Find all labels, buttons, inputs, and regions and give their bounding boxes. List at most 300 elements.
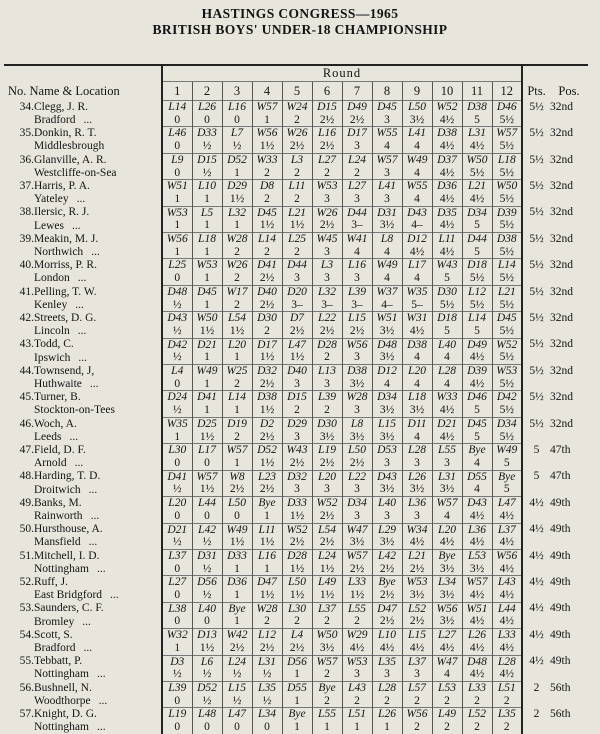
running-score: ½ [162,668,192,681]
running-score: 1 [222,219,252,232]
player-score-row [4,114,588,127]
running-score: 1½ [192,325,222,338]
running-score: 1 [162,431,192,444]
round-result: L19 [312,444,342,457]
running-score: 2 [252,167,282,180]
round-result: W28 [342,391,372,404]
running-score: 3– [312,299,342,312]
final-position: 49th [550,576,571,589]
blank-cell [4,193,34,206]
round-number-header: 4 [252,82,282,101]
round-result: L54 [312,523,342,536]
leader-dots: ... [110,589,119,602]
running-score: 4– [402,219,432,232]
round-result: L16 [252,549,282,562]
running-score: 2½ [282,140,312,153]
round-result: L15 [342,312,372,325]
running-score: 0 [162,272,192,285]
player-number: 52. [19,576,34,589]
total-points: 4½ [522,655,550,668]
total-points: 5½ [522,153,550,166]
player-row [4,497,588,510]
player-number: 56. [19,681,34,694]
round-result: L4 [162,365,192,378]
blank-cell [522,167,550,180]
round-result: D38 [252,391,282,404]
final-position: 49th [550,496,571,509]
running-score: 4½ [402,642,432,655]
running-score: 2½ [252,431,282,444]
round-result: W42 [222,629,252,642]
running-score: 3 [312,483,342,496]
round-result: D38 [492,233,522,246]
round-result: L16 [312,127,342,140]
running-score: 1½ [252,589,282,602]
round-result: W50 [492,180,522,193]
player-location [34,378,162,391]
running-score: 2 [312,404,342,417]
round-number-header: 8 [372,82,402,101]
running-score: 5½ [492,167,522,180]
location-text: Middlesbrough [34,140,105,153]
player-number: 49. [19,496,34,509]
blank-cell [550,457,588,470]
round-result: W52 [282,523,312,536]
total-points: 5½ [522,259,550,272]
round-result: L9 [162,153,192,166]
round-result: Bye [492,470,522,483]
running-score: 2 [282,167,312,180]
round-result: L39 [342,285,372,298]
running-score: 3½ [402,589,432,602]
player-row [4,708,588,721]
results-table [4,64,588,734]
player-row [4,417,588,430]
total-points: 4½ [522,629,550,642]
running-score: 5 [462,114,492,127]
round-result: D17 [252,338,282,351]
player-location [34,431,162,444]
round-result: D31 [372,206,402,219]
leader-dots: ... [98,694,108,707]
running-score: 3 [282,483,312,496]
running-score: 5½ [492,246,522,259]
blank-cell [4,299,34,312]
running-score: 4 [342,246,372,259]
running-score: 4 [402,140,432,153]
round-result: D45 [192,285,222,298]
player-name: Tebbatt, P. [34,655,83,668]
running-score: 3 [342,193,372,206]
round-result: L43 [492,576,522,589]
round-result: L22 [312,312,342,325]
leader-dots: ... [78,351,88,364]
round-result: W56 [402,708,432,721]
round-result: L19 [162,708,192,721]
round-number-header: 9 [402,82,432,101]
running-score: 1 [162,642,192,655]
running-score: ½ [192,563,222,576]
final-position: 32nd [550,417,574,430]
player-score-row [4,668,588,681]
running-score: 4 [402,272,432,285]
player-location [34,483,162,496]
running-score: ½ [192,695,222,708]
blank-cell [4,536,34,549]
column-header-no-name: No. Name & Location [8,83,120,98]
running-score: 4½ [432,193,462,206]
player-score-row [4,325,588,338]
running-score: 1½ [192,483,222,496]
running-score: 2 [252,246,282,259]
running-score: 3– [342,219,372,232]
blank-cell [4,246,34,259]
running-score: 3½ [372,219,402,232]
round-result: D28 [282,549,312,562]
round-result: L26 [192,101,222,114]
player-name: Streets, D. G. [34,312,97,324]
round-result: W41 [342,233,372,246]
running-score: 4½ [462,140,492,153]
running-score: 2 [222,378,252,391]
running-score: 1½ [252,140,282,153]
player-location [34,140,162,153]
running-score: ½ [162,299,192,312]
player-row [4,444,588,457]
running-score: 2½ [342,325,372,338]
round-result: Bye [432,549,462,562]
round-result: D52 [252,444,282,457]
round-result: L48 [192,708,222,721]
running-score: 4 [462,457,492,470]
running-score: 1 [252,563,282,576]
round-result: L57 [402,681,432,694]
player-row [4,338,588,351]
running-score: 1 [222,404,252,417]
round-result: D48 [372,338,402,351]
running-score: 0 [192,457,222,470]
round-result: D34 [492,417,522,430]
player-location [34,351,162,364]
running-score: 3 [342,351,372,364]
round-result: L47 [492,497,522,510]
running-score: 5½ [492,219,522,232]
player-row [4,602,588,615]
round-result: D13 [192,629,222,642]
final-position: 32nd [550,285,574,298]
player-number: 44. [19,364,34,377]
running-score: 1 [192,272,222,285]
round-result: W56 [162,233,192,246]
running-score: 5½ [492,299,522,312]
running-score: 2 [312,167,342,180]
blank-cell [4,167,34,180]
final-position: 32nd [550,312,574,324]
round-result: Bye [252,497,282,510]
running-score: 4½ [432,219,462,232]
player-row [4,153,588,166]
final-position: 47th [550,470,571,483]
running-score: 0 [162,167,192,180]
running-score: 3½ [372,431,402,444]
location-text: Bradford [34,113,76,126]
blank-cell [4,668,34,681]
round-result: D42 [162,338,192,351]
leader-dots: ... [77,325,87,338]
round-result: L35 [252,681,282,694]
blank-cell [522,483,550,496]
running-score: 2½ [252,272,282,285]
running-score: 2½ [372,563,402,576]
column-header-pts: Pts. [522,82,550,101]
round-result: W47 [432,655,462,668]
round-result: D12 [402,233,432,246]
player-number: 41. [19,285,34,298]
running-score: 3½ [432,615,462,628]
running-score: 1½ [282,219,312,232]
round-result: L21 [402,549,432,562]
total-points: 5½ [522,391,550,404]
round-result: L17 [192,444,222,457]
round-result: W33 [252,153,282,166]
running-score: 3½ [342,431,372,444]
final-position: 32nd [550,100,574,113]
running-score: 3 [402,668,432,681]
running-score: 5½ [492,431,522,444]
round-number-header: 12 [492,82,522,101]
round-result: D3 [162,655,192,668]
running-score: 3 [312,246,342,259]
round-result: L47 [222,708,252,721]
round-result: L49 [432,708,462,721]
running-score: 3 [282,431,312,444]
location-text: Kenley [34,298,68,311]
running-score: 1½ [252,536,282,549]
round-result: W49 [222,523,252,536]
total-points: 5½ [522,180,550,193]
round-result: D33 [222,549,252,562]
running-score: 1½ [282,589,312,602]
round-result: D45 [462,417,492,430]
round-result: D49 [462,338,492,351]
running-score: 1 [222,351,252,364]
running-score: 0 [162,695,192,708]
running-score: 1½ [342,589,372,602]
round-result: Bye [282,708,312,721]
running-score: 4 [432,378,462,391]
player-location [34,246,162,259]
running-score: 2½ [312,457,342,470]
running-score: 3 [342,510,372,523]
leader-dots: ... [72,219,81,232]
round-result: L54 [222,312,252,325]
running-score: 0 [192,510,222,523]
total-points: 5½ [522,285,550,298]
round-result: L27 [432,629,462,642]
total-points: 2 [522,708,550,721]
round-result: L37 [402,655,432,668]
round-result: L22 [342,470,372,483]
location-text: Nottingham [34,562,89,575]
round-number-header: 5 [282,82,312,101]
round-result: L26 [402,470,432,483]
running-score: 3½ [372,351,402,364]
player-score-row [4,140,588,153]
page-subtitle: BRITISH BOYS' UNDER-18 CHAMPIONSHIP [152,22,448,37]
running-score: 4½ [492,563,522,576]
total-points: 4½ [522,523,550,536]
blank-cell [4,325,34,338]
round-result: L42 [192,523,222,536]
player-score-row [4,404,588,417]
total-points: 4½ [522,497,550,510]
round-result: L42 [372,549,402,562]
running-score: 4½ [492,642,522,655]
total-points: 5½ [522,365,550,378]
running-score: 3 [402,457,432,470]
blank-cell [550,299,588,312]
blank-cell [522,721,550,734]
running-score: 1 [192,193,222,206]
running-score: 1 [162,219,192,232]
round-result: D40 [282,365,312,378]
player-row [4,523,588,536]
round-result: D38 [462,101,492,114]
player-name: Harris, P. A. [34,179,90,192]
running-score: ½ [192,140,222,153]
round-result: L8 [342,417,372,430]
round-result: D12 [372,365,402,378]
round-result: L51 [492,681,522,694]
round-result: L10 [372,629,402,642]
player-location [34,642,162,655]
round-result: L37 [312,602,342,615]
running-score: 5½ [492,193,522,206]
player-number: 45. [19,391,34,404]
round-result: L20 [162,497,192,510]
blank-cell [550,272,588,285]
final-position: 49th [550,602,571,615]
running-score: 2½ [282,536,312,549]
round-result: L34 [432,576,462,589]
round-result: L31 [462,127,492,140]
player-number: 47. [19,444,34,457]
round-result: L55 [312,708,342,721]
round-result: L14 [162,101,192,114]
running-score: 0 [162,721,192,734]
round-result: L36 [462,523,492,536]
running-score: 5 [462,325,492,338]
running-score: 1½ [282,351,312,364]
running-score: 5½ [432,299,462,312]
round-result: L30 [282,602,312,615]
final-position: 47th [550,444,571,457]
leader-dots: ... [91,245,100,258]
blank-cell [550,325,588,338]
blank-cell [550,140,588,153]
round-result: W45 [312,233,342,246]
running-score: 2 [462,721,492,734]
round-result: L12 [252,629,282,642]
player-name: Mitchell, I. D. [34,549,100,562]
round-result: D34 [342,497,372,510]
round-result: D52 [222,153,252,166]
running-score: 2½ [312,510,342,523]
running-score: 2 [282,246,312,259]
running-score: 5½ [492,378,522,391]
final-position: 49th [550,655,571,668]
blank-cell [550,536,588,549]
running-score: ½ [192,167,222,180]
running-score: 1 [192,404,222,417]
blank-cell [522,299,550,312]
round-result: D30 [312,417,342,430]
round-result: W25 [222,365,252,378]
round-result: L50 [342,444,372,457]
running-score: 1 [222,563,252,576]
player-location [34,219,162,232]
running-score: 5½ [462,272,492,285]
round-result: L41 [402,127,432,140]
round-result: L31 [252,655,282,668]
location-text: Rainworth [34,510,83,523]
round-result: W28 [252,602,282,615]
running-score: ½ [162,351,192,364]
running-score: 1 [162,193,192,206]
round-result: L30 [162,444,192,457]
round-result: W49 [372,259,402,272]
running-score: 2½ [252,483,282,496]
round-result: W57 [252,101,282,114]
running-score: 1½ [222,536,252,549]
player-name: Turner, B. [34,391,81,404]
round-result: L26 [372,708,402,721]
round-result: L50 [402,101,432,114]
blank-cell [550,483,588,496]
round-result: L35 [372,655,402,668]
round-result: W33 [432,391,462,404]
running-score: 3 [372,167,402,180]
player-name: Knight, D. G. [34,708,97,721]
running-score: 3– [282,299,312,312]
round-result: W35 [402,285,432,298]
round-number-header: 6 [312,82,342,101]
running-score: ½ [192,589,222,602]
running-score: 3 [342,140,372,153]
round-result: W26 [222,259,252,272]
running-score: 3½ [372,483,402,496]
round-result: L51 [342,708,372,721]
running-score: 5½ [492,325,522,338]
running-score: 1½ [222,193,252,206]
running-score: 0 [222,114,252,127]
running-score: 0 [222,721,252,734]
round-result: D44 [282,259,312,272]
player-number: 38. [19,206,34,219]
round-result: L14 [252,233,282,246]
round-result: L53 [432,681,462,694]
total-points: 5½ [522,233,550,246]
running-score: 3 [342,272,372,285]
round-result: D45 [252,206,282,219]
player-row [4,312,588,325]
blank-cell [550,404,588,417]
blank-cell [522,351,550,364]
location-text: Westcliffe-on-Sea [34,166,117,179]
blank-cell [522,563,550,576]
player-name: Ilersic, R. J. [34,206,90,219]
total-points: 5½ [522,127,550,140]
